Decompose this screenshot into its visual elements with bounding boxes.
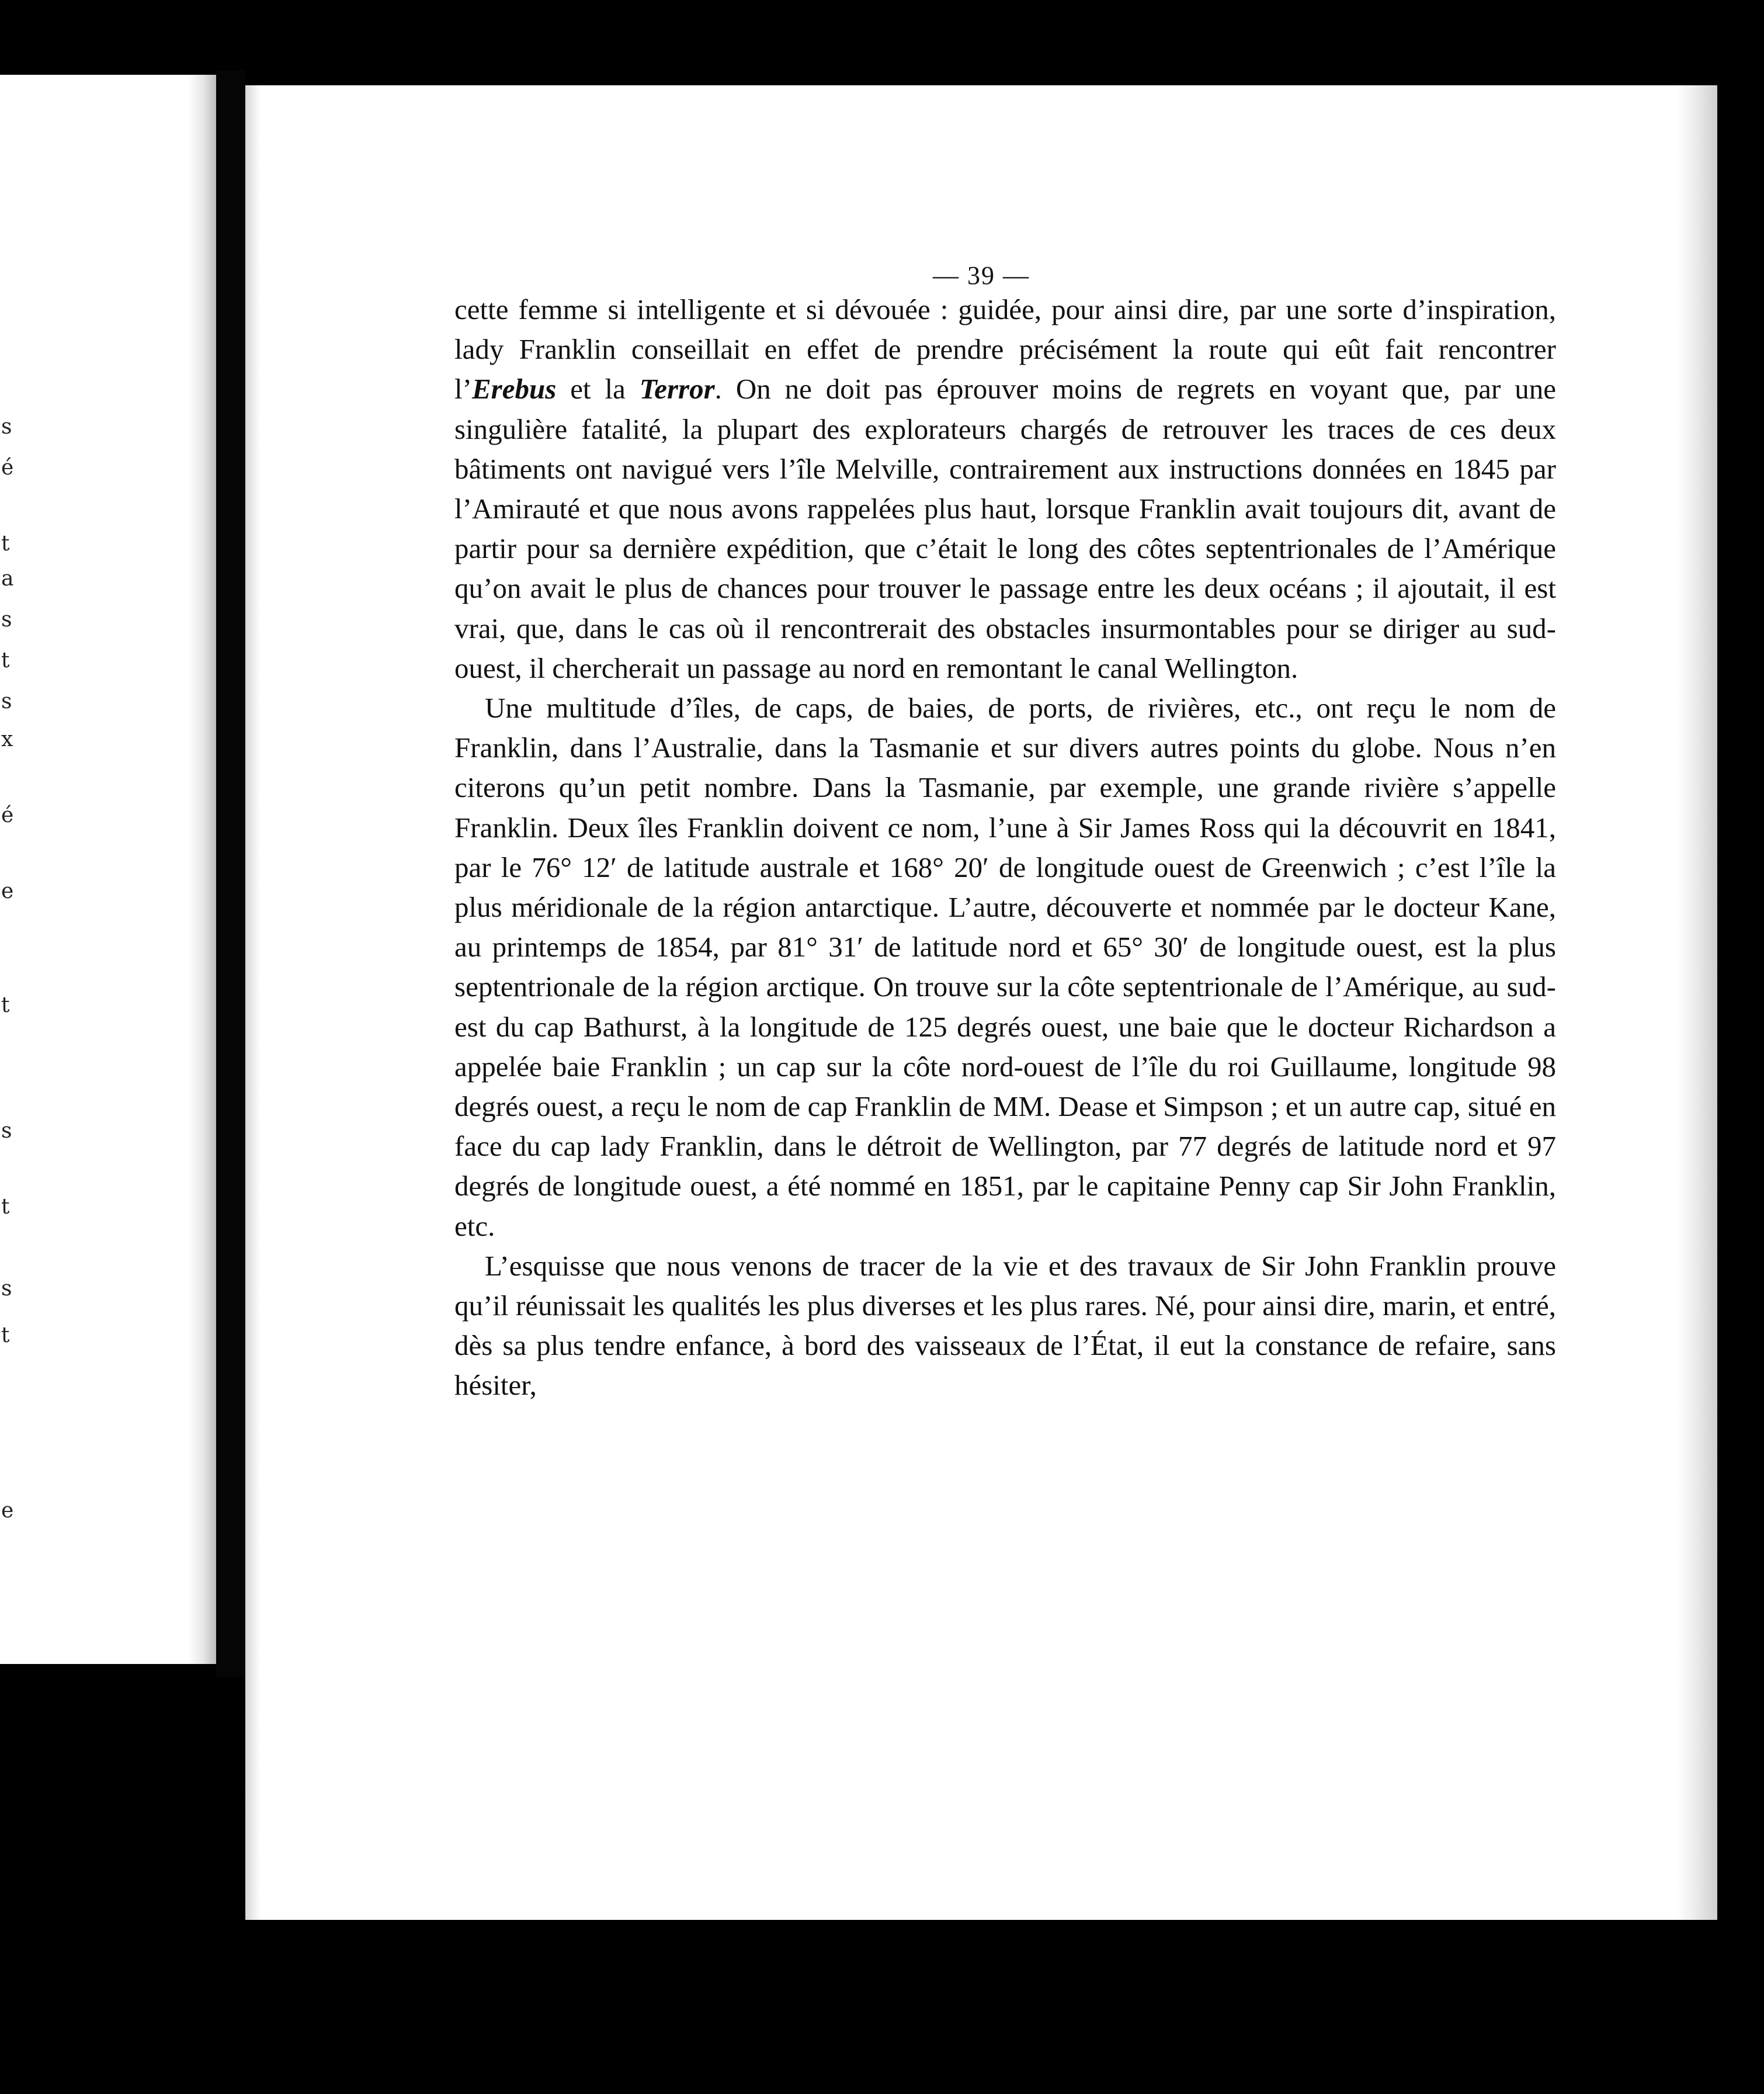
paragraph: L’esquisse que nous venons de tracer de la vie et des travaux de Sir John Franklin prouve qu’il réunissait les qualités les plus diverses et les plus rares. Né, pour ainsi dire, marin, et entré, dès sa plus tendre enfance, à bord des vaisseaux de l’État, il eut la constance de refaire, sans hésiter, bbox=[454, 1249, 1556, 1402]
text-run: . On ne doit pas éprouver moins de regrets en voyant que, par une singulière fatalité, la plupart des explorateurs chargés de retrouver les traces de ces deux bâtiments ont navigué vers l’île Melville, contrairement aux instructions données en 1845 par l’Amirauté et que nous avons rappelées plus haut, lorsque Franklin avait toujours dit, avant de partir pour sa dernière expédition, que c’était le long des côtes septentrionales de l’Amérique qu’on avait le plus de chances pour trouver le passage entre les deux océans ; il ajoutait, il est vrai, que, dans le cas où il rencontrerait des obstacles insurmontables pour se diriger au sud-ouest, il chercherait un passage au nord en remontant le canal Wellington. bbox=[454, 373, 1556, 684]
left-margin-fragment: e bbox=[1, 1499, 14, 1523]
page-right-shadow bbox=[1676, 85, 1717, 1920]
left-margin-fragment: s bbox=[1, 415, 12, 439]
paragraph: Une multitude d’îles, de caps, de baies, de ports, de rivières, etc., ont reçu le nom de Franklin, dans l’Australie, dans la Tasmanie et sur divers autres points du globe. Nous n’en citerons qu’un petit nombre. Dans la Tasmanie, par exemple, une grande rivière s’appelle Franklin. Deux îles Franklin doivent ce nom, l’une à Sir James Ross qui la découvrit en 1841, par le 76° 12′ de latitude australe et 168° 20′ de longitude ouest de Greenwich ; c’est l’île la plus méridionale de la région antarctique. L’autre, découverte et nommée par le docteur Kane, au printemps de 1854, par 81° 31′ de latitude nord et 65° 30′ de longitude ouest, est la plus septentrionale de la région arctique. On trouve sur la côte septentrionale de l’Amérique, au sud-est du cap Bathurst, à la longitude de 125 degrés ouest, une baie que le docteur Richardson a appelée baie Franklin ; un cap sur la côte nord-ouest de l’île du roi Guillaume, longitude 98 degrés ouest, a reçu le nom de cap Franklin de MM. Dease et Simpson ; et un autre cap, situé en face du cap lady Franklin, dans le détroit de Wellington, par 77 degrés de latitude nord et 97 degrés de longitude ouest, a été nommé en 1851, par le capitaine Penny cap Sir John Franklin, etc. bbox=[454, 692, 1556, 1242]
left-margin-fragment: s bbox=[1, 689, 12, 713]
left-margin-fragment: t bbox=[1, 1323, 10, 1347]
text-run: cette femme si intelligente et si dévouée : guidée, pour ainsi dire, par une sorte d’inspiration, lady Franklin conseillait en effet de prendre précisément la route qui eût fait rencontrer l’ bbox=[454, 293, 1556, 405]
left-margin-fragment: t bbox=[1, 993, 10, 1017]
left-margin-fragment: é bbox=[1, 456, 14, 480]
body-text bbox=[454, 290, 1556, 1406]
right-scan-edge bbox=[1717, 88, 1764, 1899]
left-page-gutter bbox=[188, 75, 216, 1664]
left-page-edge bbox=[0, 75, 216, 1664]
page-left-shadow bbox=[245, 85, 261, 1920]
left-margin-fragment: s bbox=[1, 1119, 12, 1143]
left-margin-fragment: t bbox=[1, 1195, 10, 1219]
left-margin-fragment: t bbox=[1, 532, 10, 556]
page-number: — 39 — bbox=[933, 261, 1030, 290]
left-margin-fragment: é bbox=[1, 803, 14, 827]
left-margin-fragment: x bbox=[1, 727, 13, 751]
left-margin-fragment: s bbox=[1, 1277, 12, 1301]
ship-name-erebus: Erebus bbox=[471, 373, 557, 405]
paragraph bbox=[454, 290, 1556, 688]
left-margin-fragment: a bbox=[1, 567, 14, 591]
left-margin-fragment: t bbox=[1, 649, 10, 672]
left-margin-fragment: e bbox=[1, 879, 14, 903]
ship-name-terror: Terror bbox=[639, 373, 715, 405]
left-margin-fragment: s bbox=[1, 608, 12, 632]
gutter-gap bbox=[216, 70, 245, 1677]
text-run: et la bbox=[556, 373, 640, 405]
book-page bbox=[245, 85, 1717, 1920]
